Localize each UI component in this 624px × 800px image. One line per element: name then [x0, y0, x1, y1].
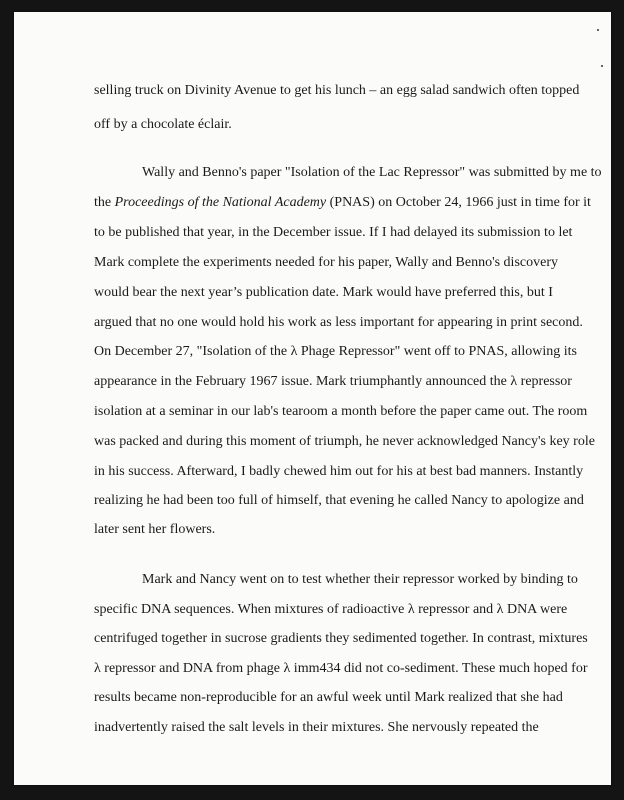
text-line: off by a chocolate éclair.: [94, 117, 232, 132]
text-line: Mark complete the experiments needed for his paper, Wally and Benno's discovery: [94, 255, 558, 270]
text-span: (PNAS) on October 24, 1966 just in time for it: [326, 195, 591, 210]
text-line: was packed and during this moment of triumph, he never acknowledged Nancy's key role: [94, 434, 595, 449]
journal-title: Proceedings of the National Academy: [114, 195, 327, 210]
text-line: specific DNA sequences. When mixtures of radioactive λ repressor and λ DNA were: [94, 602, 568, 617]
text-line: to be published that year, in the December issue. If I had delayed its submission to let: [94, 225, 573, 240]
text-line: results became non-reproducible for an awful week until Mark realized that she had: [94, 690, 563, 705]
text-line: Wally and Benno's paper "Isolation of the Lac Repressor" was submitted by me to: [142, 165, 602, 180]
text-span: the: [94, 195, 115, 210]
text-line: realizing he had been too full of himself, that evening he called Nancy to apologize and: [94, 493, 584, 508]
page-mark: [601, 65, 603, 67]
text-line: Mark and Nancy went on to test whether their repressor worked by binding to: [142, 572, 578, 587]
page-mark: [597, 29, 599, 31]
text-line: inadvertently raised the salt levels in their mixtures. She nervously repeated the: [94, 720, 539, 735]
text-line: later sent her flowers.: [94, 522, 216, 537]
text-line: would bear the next year’s publication date. Mark would have preferred this, but I: [94, 285, 553, 300]
text-line: selling truck on Divinity Avenue to get his lunch – an egg salad sandwich often topped: [94, 83, 580, 98]
text-line: argued that no one would hold his work as less important for appearing in print second.: [94, 315, 583, 330]
text-line: in his success. Afterward, I badly chewed him out for his at best bad manners. Instantly: [94, 464, 584, 479]
text-line: centrifuged together in sucrose gradients they sedimented together. In contrast, mixtures: [94, 631, 588, 646]
text-line: [94, 195, 591, 211]
text-line: isolation at a seminar in our lab's tearoom a month before the paper came out. The room: [94, 404, 588, 419]
text-line: On December 27, "Isolation of the λ Phage Repressor" went off to PNAS, allowing its: [94, 344, 577, 359]
text-line: appearance in the February 1967 issue. Mark triumphantly announced the λ repressor: [94, 374, 572, 389]
document-page: [14, 12, 611, 785]
text-line: λ repressor and DNA from phage λ imm434 did not co-sediment. These much hoped for: [94, 661, 588, 676]
